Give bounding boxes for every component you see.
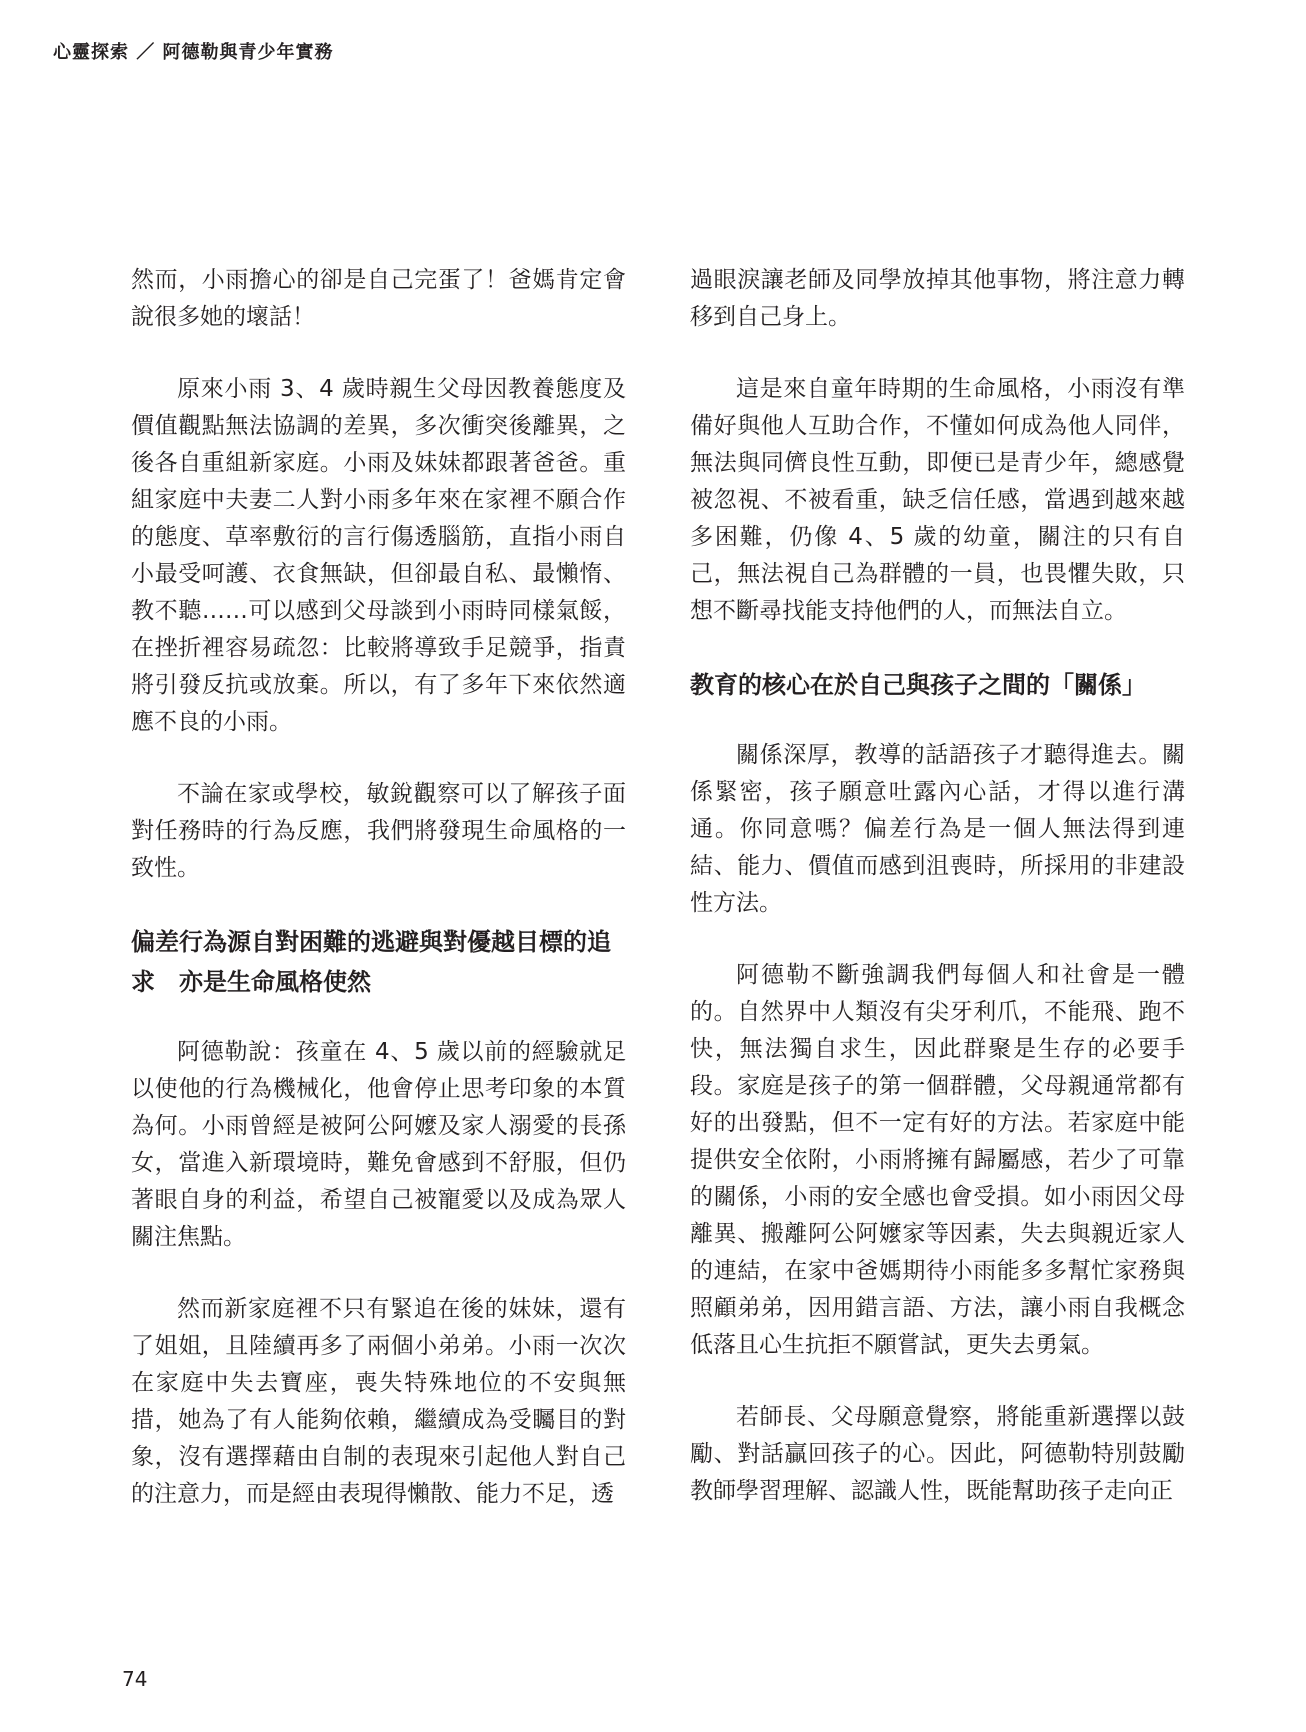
section-heading: 教育的核心在於自己與孩子之間的「關係」 [690,671,1146,699]
paragraph: 原來小雨 3、4 歲時親生父母因教養態度及價值觀點無法協調的差異，多次衝突後離異，之後各自重組新家庭。小雨及妹妹都跟著爸爸。重組家庭中夫妻二人對小雨多年來在家裡不願合作的態度、草率敷衍的言行傷透腦筋，直指小雨自小最受呵護、衣食無缺，但卻最自私、最懶惰、教不聽……可以感到父母談到小雨時同樣氣餒，在挫折裡容易疏忽：比較將導致手足競爭，指責將引發反抗或放棄。所以，有了多年下來依然適應不良的小雨。 [131,376,626,735]
paragraph: 不論在家或學校，敏銳觀察可以了解孩子面對任務時的行為反應，我們將發現生命風格的一致性。 [131,781,626,881]
paragraph: 過眼淚讓老師及同學放掉其他事物，將注意力轉移到自己身上。 [690,267,1185,330]
paragraph: 這是來自童年時期的生命風格，小雨沒有準備好與他人互助合作，不懂如何成為他人同伴，無法與同儕良性互動，即便已是青少年，總感覺被忽視、不被看重，缺乏信任感，當遇到越來越多困難，仍像 4、5 歲的幼童，關注的只有自己，無法視自己為群體的一員，也畏懼失敗，只想不斷尋找能支持他們的人，而無法自立。 [690,376,1185,624]
right-column [690,262,1185,1545]
paragraph: 若師長、父母願意覺察，將能重新選擇以鼓勵、對話贏回孩子的心。因此，阿德勒特別鼓勵教師學習理解、認識人性，既能幫助孩子走向正 [690,1404,1185,1504]
paragraph: 關係深厚，教導的話語孩子才聽得進去。關係緊密，孩子願意吐露內心話，才得以進行溝通。你同意嗎？偏差行為是一個人無法得到連結、能力、價值而感到沮喪時，所採用的非建設性方法。 [690,742,1185,916]
paragraph: 然而新家庭裡不只有緊追在後的妹妹，還有了姐姐，且陸續再多了兩個小弟弟。小雨一次次在家庭中失去寶座，喪失特殊地位的不安與無措，她為了有人能夠依賴，繼續成為受矚目的對象，沒有選擇藉由自制的表現來引起他人對自己的注意力，而是經由表現得懶散、能力不足，透 [131,1296,626,1507]
running-header: 心靈探索 ／ 阿德勒與青少年實務 [53,42,334,63]
page-number: 74 [122,1667,148,1691]
left-column [131,262,626,1548]
paragraph: 阿德勒不斷強調我們每個人和社會是一體的。自然界中人類沒有尖牙利爪，不能飛、跑不快，無法獨自求生，因此群聚是生存的必要手段。家庭是孩子的第一個群體，父母親通常都有好的出發點，但不一定有好的方法。若家庭中能提供安全依附，小雨將擁有歸屬感，若少了可靠的關係，小雨的安全感也會受損。如小雨因父母離異、搬離阿公阿嬤家等因素，失去與親近家人的連結，在家中爸媽期待小雨能多多幫忙家務與照顧弟弟，因用錯言語、方法，讓小雨自我概念低落且心生抗拒不願嘗試，更失去勇氣。 [690,962,1185,1358]
paragraph: 然而，小雨擔心的卻是自己完蛋了！爸媽肯定會說很多她的壞話！ [131,267,626,330]
paragraph: 阿德勒說：孩童在 4、5 歲以前的經驗就足以使他的行為機械化，他會停止思考印象的本質為何。小雨曾經是被阿公阿嬤及家人溺愛的長孫女，當進入新環境時，難免會感到不舒服，但仍著眼自身的利益，希望自己被寵愛以及成為眾人關注焦點。 [131,1039,626,1250]
section-heading: 偏差行為源自對困難的逃避與對優越目標的追求 亦是生命風格使然 [131,928,611,996]
